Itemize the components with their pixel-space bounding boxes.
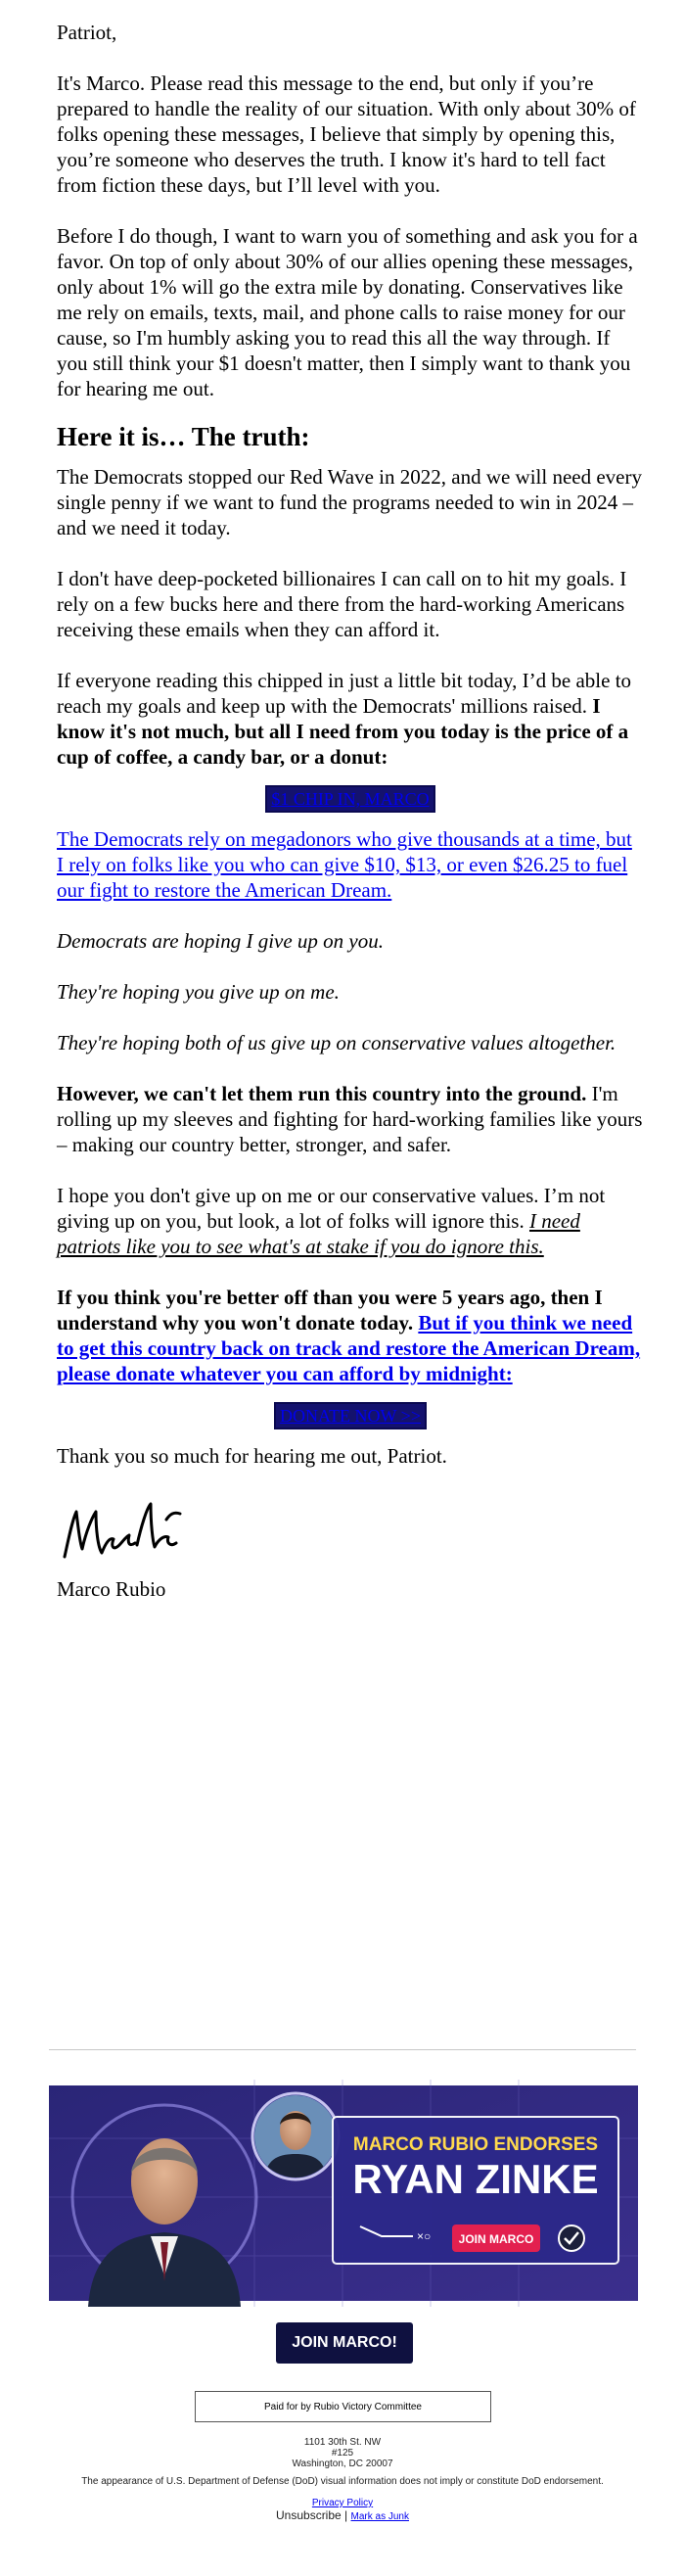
chip-in-text: If everyone reading this chipped in just a little bit today, I’d be able to reach my goals and keep up with the Democrats' millions raised.: [57, 669, 632, 718]
chip-in-button[interactable]: $1 CHIP IN, MARCO: [265, 785, 434, 813]
signature-name: Marco Rubio: [57, 1577, 166, 1601]
unsubscribe-row: [0, 2508, 685, 2524]
privacy-row: [0, 2498, 685, 2508]
footer-address: [0, 2437, 685, 2469]
donate-now-button[interactable]: DONATE NOW >>: [274, 1402, 427, 1429]
join-marco-button[interactable]: JOIN MARCO!: [276, 2322, 413, 2364]
paid-for-box: [195, 2391, 491, 2422]
footer-separator: |: [344, 2508, 348, 2522]
paragraph-chip-in: [57, 668, 644, 770]
greeting: Patriot,: [57, 21, 117, 44]
dod-disclaimer: The appearance of U.S. Department of Defense (DoD) visual information does not imply or constitute DoD endorsement.: [81, 2476, 604, 2487]
paragraph-red-wave: The Democrats stopped our Red Wave in 2022, and we will need every single penny if we want to fund the programs needed to win in 2024 – and we need it today.: [57, 465, 642, 539]
footer-divider: [49, 2049, 636, 2050]
banner-graphic: [49, 2080, 638, 2307]
paragraph-run-country: [57, 1081, 644, 1157]
dont-give-up-text: I hope you don't give up on me or our conservative values. I’m not giving up on you, but look, a lot of folks will ignore this.: [57, 1184, 606, 1233]
paragraph-dont-give-up: [57, 1183, 644, 1259]
chip-in-bold: I know it's not much, but all I need from you today is the price of a cup of coffee, a candy bar, or a donut:: [57, 694, 629, 769]
donate-midnight-link[interactable]: But if you think we need to get this country back on track and restore the American Dream, please donate whatever you can afford by midnight:: [57, 1311, 641, 1385]
paragraph-favor: Before I do though, I want to warn you of something and ask you for a favor. On top of only about 30% of our allies opening these messages, only about 1% will go the extra mile by donating. Conservatives like me rely on emails, texts, mail, and phone calls to raise money for our cause, so I'm humbly asking you to read this all the way through. If you still think your $1 doesn't matter, then I simply want to thank you for hearing me out.: [57, 224, 638, 400]
banner-line1: MARCO RUBIO ENDORSES: [352, 2134, 599, 2155]
paragraph-billionaires: I don't have deep-pocketed billionaires I can call on to hit my goals. I rely on a few bucks here and there from the hard-working Americans receiving these emails when they can afford it.: [57, 567, 627, 641]
chip-in-button-row: [57, 785, 644, 813]
run-country-text: I'm rolling up my sleeves and fighting for hard-working families like yours – making our country better, stronger, and safer.: [57, 1082, 643, 1156]
italic-line-2: They're hoping you give up on me.: [57, 980, 340, 1004]
better-off-bold: If you think you're better off than you were 5 years ago, then I understand why you won't donate today.: [57, 1286, 603, 1335]
thanks-line: Thank you so much for hearing me out, Patriot.: [57, 1444, 447, 1468]
megadonors-paragraph: [57, 826, 644, 903]
paid-for-text: Paid for by Rubio Victory Committee: [264, 2401, 422, 2412]
banner-join-label: JOIN MARCO: [458, 2232, 534, 2246]
donate-button-row: [57, 1402, 644, 1429]
signature: [57, 1490, 644, 1569]
megadonors-link[interactable]: The Democrats rely on megadonors who give thousands at a time, but I rely on folks like you who can give $10, $13, or even $26.25 to fuel our fight to restore the American Dream.: [57, 827, 632, 902]
rubio-portrait: [252, 2093, 339, 2179]
section-heading: Here it is… The truth:: [57, 422, 310, 451]
endorse-card: [333, 2117, 618, 2264]
italic-line-1: Democrats are hoping I give up on you.: [57, 929, 384, 953]
endorsement-banner[interactable]: [49, 2080, 638, 2307]
paragraph-better-off: [57, 1285, 644, 1386]
address-line-2: #125: [331, 2448, 354, 2459]
dont-give-up-italic: I need patriots like you to see what's at stake if you do ignore this.: [57, 1209, 580, 1258]
email-body: [57, 20, 644, 1602]
svg-text:×○: ×○: [417, 2229, 432, 2243]
mark-junk-link[interactable]: Mark as Junk: [350, 2511, 409, 2522]
privacy-policy-link[interactable]: Privacy Policy: [311, 2498, 374, 2508]
italic-line-3: They're hoping both of us give up on conservative values altogether.: [57, 1031, 616, 1054]
run-country-bold: However, we can't let them run this country into the ground.: [57, 1082, 587, 1105]
address-line-1: 1101 30th St. NW: [303, 2437, 382, 2448]
paragraph-intro: It's Marco. Please read this message to the end, but only if you’re prepared to handle the reality of our situation. With only about 30% of folks opening these messages, I believe that simply by opening this, you’re someone who deserves the truth. I know it's hard to tell fact from fiction these days, but I’ll level with you.: [57, 71, 636, 197]
banner-line2: RYAN ZINKE: [352, 2156, 599, 2202]
address-line-3: Washington, DC 20007: [292, 2459, 393, 2469]
signature-image: [57, 1490, 194, 1569]
unsubscribe-link[interactable]: Unsubscribe: [276, 2508, 342, 2522]
